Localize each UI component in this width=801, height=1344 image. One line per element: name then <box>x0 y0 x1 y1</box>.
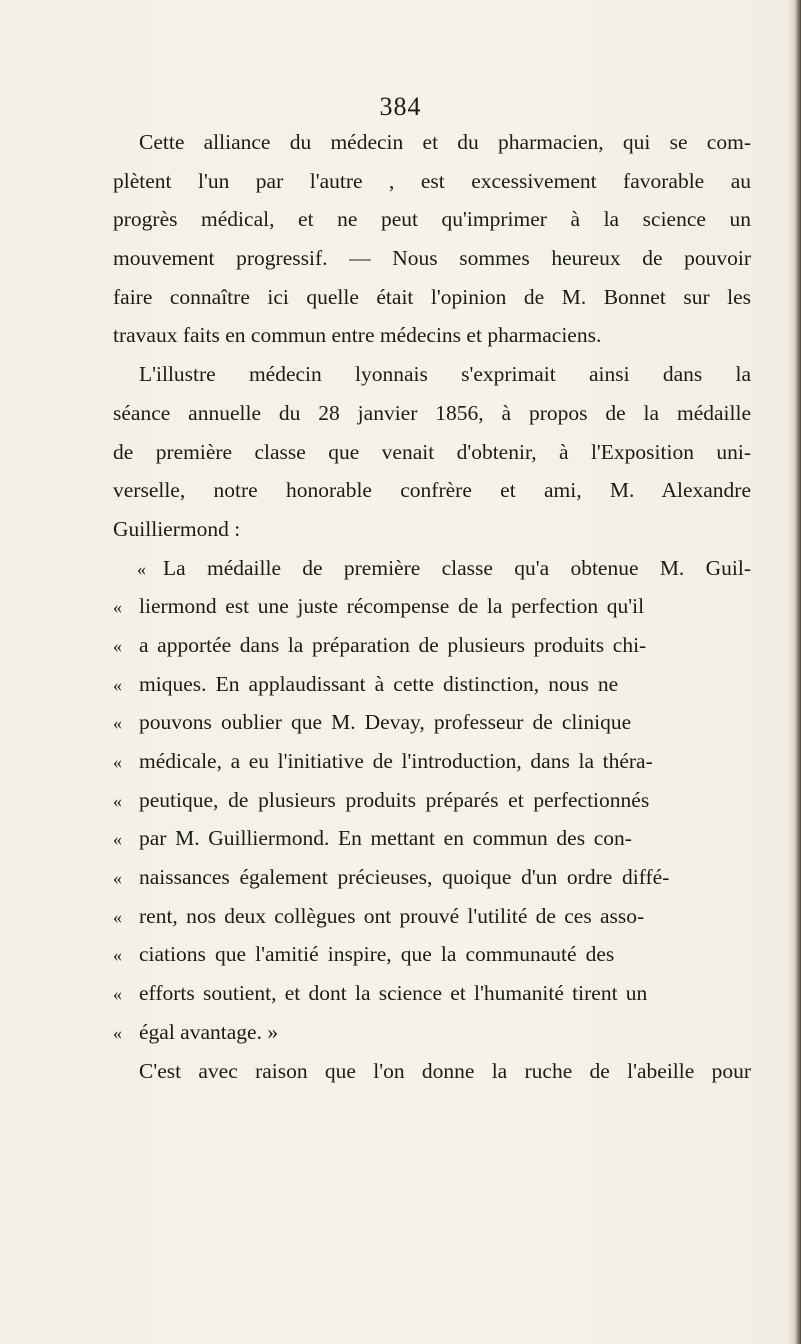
quote-mark: « <box>113 984 122 1005</box>
quote-mark: « <box>113 713 122 734</box>
page-number: 384 <box>379 92 422 121</box>
quote-mark: « <box>113 829 122 850</box>
quote-mark: « <box>113 635 122 656</box>
paragraph-1-line: plètent l'un par l'autre , est excessivement favorable au <box>113 168 751 193</box>
quote-line: « ciations que l'amitié inspire, que la communauté des <box>113 942 615 967</box>
quote-mark: « <box>113 906 122 927</box>
page-edge-shadow <box>787 0 801 1344</box>
quote-line: « a apportée dans la préparation de plusieurs produits chi- <box>113 632 647 657</box>
quote-mark: « <box>113 597 122 618</box>
quote-line: « égal avantage. » <box>113 1019 279 1044</box>
quote-line: « liermond est une juste récompense de la perfection qu'il <box>113 594 645 619</box>
paragraph-3-line: C'est avec raison que l'on donne la ruche de l'abeille pour <box>139 1058 751 1083</box>
quote-line: « peutique, de plusieurs produits préparés et perfectionnés <box>113 787 650 812</box>
paragraph-2-line: L'illustre médecin lyonnais s'exprimait ainsi dans la <box>139 362 751 387</box>
paragraph-1-line: mouvement progressif. — Nous sommes heureux de pouvoir <box>113 246 751 271</box>
paragraph-2-line: de première classe que venait d'obtenir, à l'Exposition uni- <box>113 439 751 464</box>
paragraph-1-line: faire connaître ici quelle était l'opinion de M. Bonnet sur les <box>113 284 751 309</box>
paragraph-1-line: Cette alliance du médecin et du pharmacien, qui se com- <box>139 130 751 154</box>
quote-line: « efforts soutient, et dont la science et l'humanité tirent un <box>113 981 648 1006</box>
quote-line: « par M. Guilliermond. En mettant en commun des con- <box>113 826 632 851</box>
quote-mark: « <box>113 790 122 811</box>
paragraph-1-line: progrès médical, et ne peut qu'imprimer à la science un <box>113 207 751 232</box>
quote-mark: « <box>113 945 122 966</box>
quote-line: « médicale, a eu l'initiative de l'introduction, dans la théra- <box>113 749 653 773</box>
body-text <box>113 130 751 1097</box>
quote-mark: « <box>113 868 122 889</box>
quote-line: « rent, nos deux collègues ont prouvé l'utilité de ces asso- <box>113 903 645 928</box>
paragraph-2-line: séance annuelle du 28 janvier 1856, à propos de la médaille <box>113 400 751 425</box>
quote-mark: « <box>113 752 122 772</box>
quote-line: « La médaille de première classe qu'a obtenue M. Guil- <box>137 555 751 580</box>
quote-line: « miques. En applaudissant à cette distinction, nous ne <box>113 671 619 696</box>
paragraph-1-line: travaux faits en commun entre médecins et pharmaciens. <box>113 323 602 348</box>
paragraph-2-line: verselle, notre honorable confrère et ami, M. Alexandre <box>113 478 751 503</box>
quote-mark: « <box>113 1022 122 1043</box>
quote-mark: « <box>113 674 122 695</box>
quote-line: « naissances également précieuses, quoique d'un ordre diffé- <box>113 865 670 890</box>
quote-mark: « <box>137 558 146 579</box>
paragraph-2-line: Guilliermond : <box>113 516 241 541</box>
quote-line: « pouvons oublier que M. Devay, professeur de clinique <box>113 710 632 735</box>
